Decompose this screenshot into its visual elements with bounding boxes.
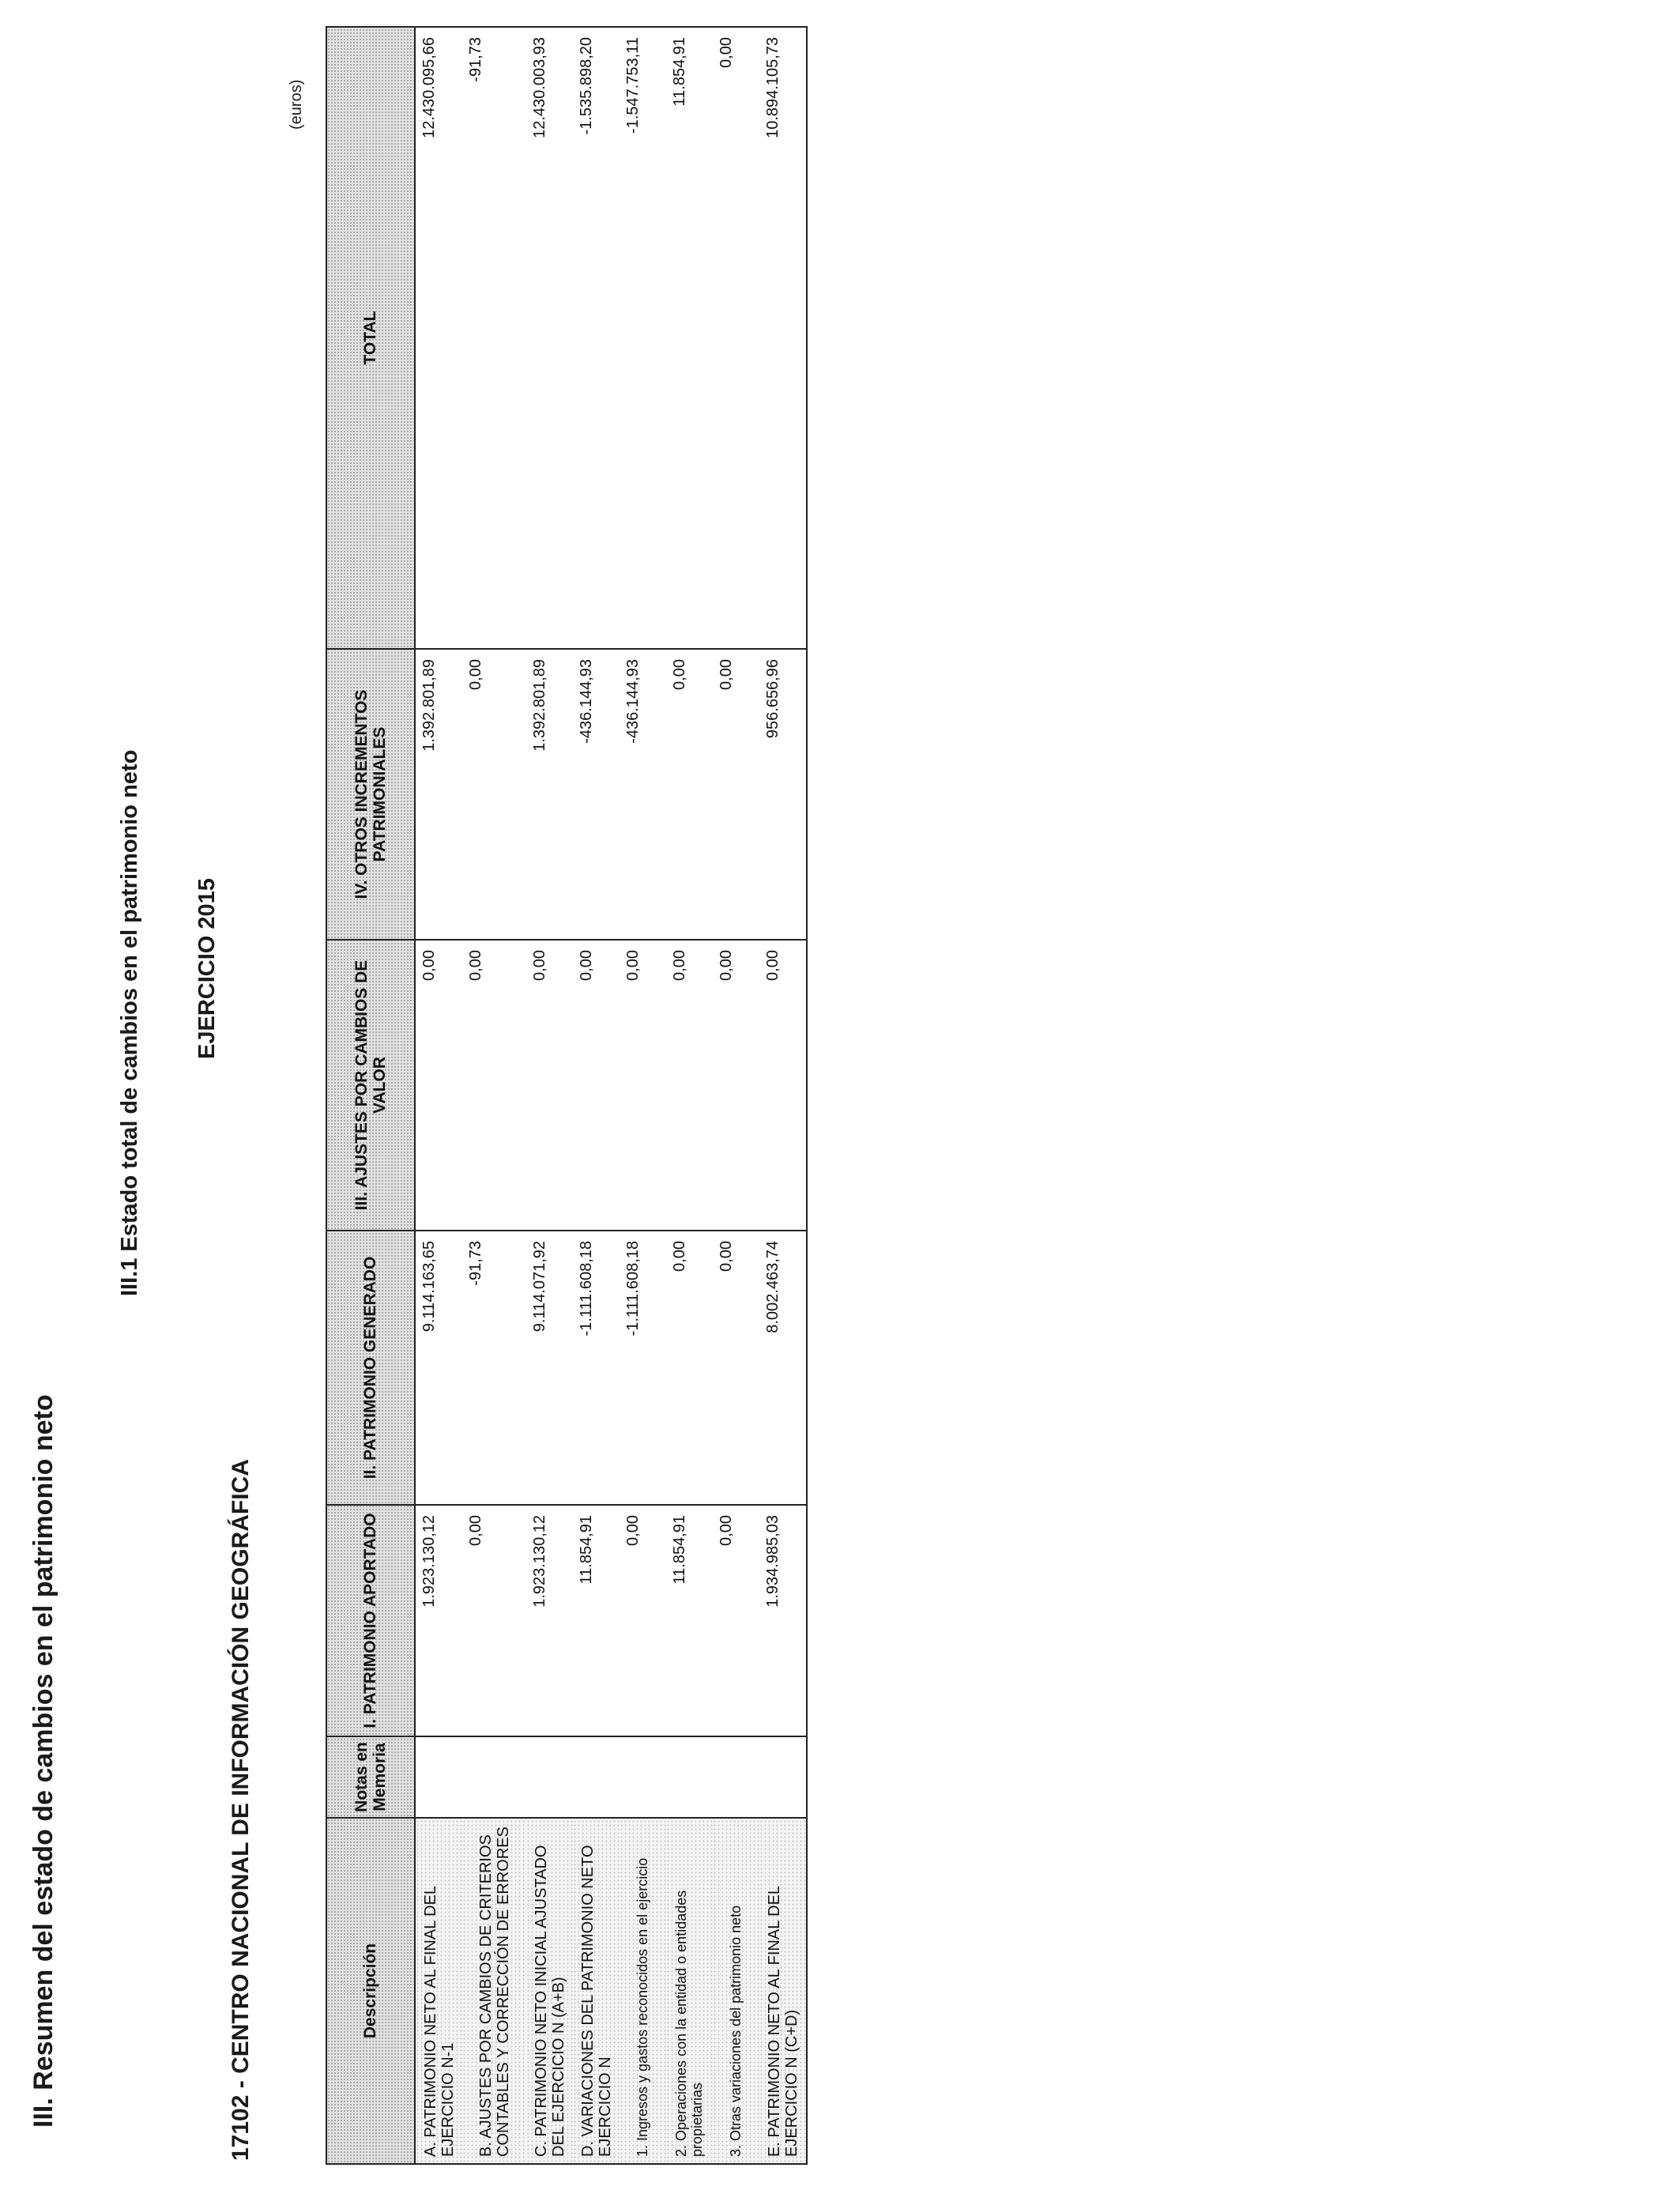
row-notes — [415, 1736, 462, 1818]
row-ajustes: 0,00 — [620, 940, 666, 1231]
row-aportado: 1.923.130,12 — [415, 1505, 462, 1736]
row-otros: 1.392.801,89 — [526, 649, 573, 940]
row-generado: 8.002.463,74 — [759, 1231, 807, 1505]
entity-name: 17102 - CENTRO NACIONAL DE INFORMACIÓN GEOGRÁFICA — [228, 1459, 254, 2161]
row-total: 0,00 — [713, 27, 759, 649]
table-row — [713, 27, 759, 2164]
row-generado: 0,00 — [713, 1231, 759, 1505]
row-description: D. VARIACIONES DEL PATRIMONIO NETO EJERCICIO N — [573, 1818, 620, 2164]
row-aportado: 0,00 — [462, 1505, 526, 1736]
row-otros: 0,00 — [713, 649, 759, 940]
row-description: C. PATRIMONIO NETO INICIAL AJUSTADO DEL EJERCICIO N (A+B) — [526, 1818, 573, 2164]
row-otros: 956.656,96 — [759, 649, 807, 940]
row-total: 12.430.095,66 — [415, 27, 462, 649]
row-description: E. PATRIMONIO NETO AL FINAL DEL EJERCICIO N (C+D) — [759, 1818, 807, 2164]
subtitle: III.1 Estado total de cambios en el patrimonio neto — [117, 749, 142, 1296]
header-row — [326, 27, 415, 2164]
row-aportado: 0,00 — [713, 1505, 759, 1736]
row-otros: -436.144,93 — [573, 649, 620, 940]
table-row — [759, 27, 807, 2164]
row-description: 2. Operaciones con la entidad o entidades propietarias — [666, 1818, 713, 2164]
row-total: -1.535.898,20 — [573, 27, 620, 649]
row-total: 10.894.105,73 — [759, 27, 807, 649]
table-row — [415, 27, 462, 2164]
row-aportado: 11.854,91 — [666, 1505, 713, 1736]
row-notes — [666, 1736, 713, 1818]
row-generado: -1.111.608,18 — [573, 1231, 620, 1505]
row-notes — [759, 1736, 807, 1818]
row-total: 11.854,91 — [666, 27, 713, 649]
table-row — [573, 27, 620, 2164]
table-row — [620, 27, 666, 2164]
row-total: -1.547.753,11 — [620, 27, 666, 649]
row-total: 12.430.003,93 — [526, 27, 573, 649]
row-description: 1. Ingresos y gastos reconocidos en el ejercicio — [620, 1818, 666, 2164]
header-description: Descripción — [326, 1818, 415, 2164]
row-ajustes: 0,00 — [759, 940, 807, 1231]
header-generado: II. PATRIMONIO GENERADO — [326, 1231, 415, 1505]
row-aportado: 1.923.130,12 — [526, 1505, 573, 1736]
row-aportado: 11.854,91 — [573, 1505, 620, 1736]
row-generado: 9.114.071,92 — [526, 1231, 573, 1505]
row-description: B. AJUSTES POR CAMBIOS DE CRITERIOS CONTABLES Y CORRECCIÓN DE ERRORES — [462, 1818, 526, 2164]
main-title: III. Resumen del estado de cambios en el patrimonio neto — [28, 1394, 58, 2128]
currency-unit: (euros) — [288, 79, 305, 130]
row-ajustes: 0,00 — [713, 940, 759, 1231]
header-ajustes: III. AJUSTES POR CAMBIOS DE VALOR — [326, 940, 415, 1231]
row-description: 3. Otras variaciones del patrimonio neto — [713, 1818, 759, 2164]
row-notes — [462, 1736, 526, 1818]
table-row — [666, 27, 713, 2164]
row-notes — [713, 1736, 759, 1818]
fiscal-year: EJERCICIO 2015 — [194, 878, 220, 1059]
row-ajustes: 0,00 — [415, 940, 462, 1231]
table-row — [462, 27, 526, 2164]
row-aportado: 1.934.985,03 — [759, 1505, 807, 1736]
row-otros: 0,00 — [462, 649, 526, 940]
row-generado: -91,73 — [462, 1231, 526, 1505]
table-row — [526, 27, 573, 2164]
equity-changes-table — [326, 26, 808, 2165]
header-aportado: I. PATRIMONIO APORTADO — [326, 1505, 415, 1736]
row-generado: 9.114.163,65 — [415, 1231, 462, 1505]
row-generado: 0,00 — [666, 1231, 713, 1505]
header-notes: Notas en Memoria — [326, 1736, 415, 1818]
row-otros: -436.144,93 — [620, 649, 666, 940]
header-total: TOTAL — [326, 27, 415, 649]
row-ajustes: 0,00 — [573, 940, 620, 1231]
row-description: A. PATRIMONIO NETO AL FINAL DEL EJERCICIO N-1 — [415, 1818, 462, 2164]
row-notes — [526, 1736, 573, 1818]
row-otros: 0,00 — [666, 649, 713, 940]
row-notes — [620, 1736, 666, 1818]
row-generado: -1.111.608,18 — [620, 1231, 666, 1505]
row-total: -91,73 — [462, 27, 526, 649]
row-aportado: 0,00 — [620, 1505, 666, 1736]
header-otros: IV. OTROS INCREMENTOS PATRIMONIALES — [326, 649, 415, 940]
row-ajustes: 0,00 — [526, 940, 573, 1231]
row-ajustes: 0,00 — [462, 940, 526, 1231]
row-notes — [573, 1736, 620, 1818]
row-otros: 1.392.801,89 — [415, 649, 462, 940]
row-ajustes: 0,00 — [666, 940, 713, 1231]
